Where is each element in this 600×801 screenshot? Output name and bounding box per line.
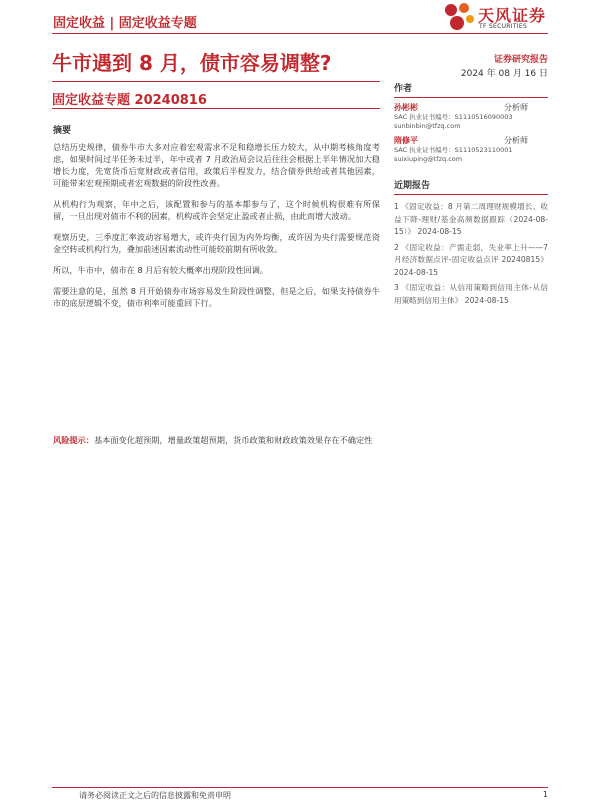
author-role: 分析师 [504,136,528,145]
author-name: 隋修平 [394,136,418,145]
footer-disclaimer: 请务必阅读正文之后的信息披露和免责申明 [79,791,231,800]
author-card [394,102,548,131]
header-divider [52,33,548,34]
abstract-paragraph: 所以，牛市中，债市在 8 月后有较大概率出现阶段性回调。 [53,265,269,275]
recent-reports-panel [394,178,548,310]
tf-logo-icon [442,2,476,32]
risk-warning [53,434,380,446]
recent-report-link[interactable]: 3 《固定收益：从信用策略到信用主体-从信用策略到信用主体》 2024-08-15 [394,283,548,305]
report-type: 证券研究报告 [493,55,548,65]
subtitle-divider [52,108,380,109]
authors-heading: 作者 [394,84,413,94]
abstract-body [53,141,380,318]
author-name: 孙彬彬 [394,103,418,112]
brand-name: 天风证券 [478,6,547,25]
abstract-paragraph: 需要注意的是，虽然 8 月开始债券市场容易发生阶段性调整，但是之后，如果支持债券牛市的底层逻辑不变，债市利率可能重回下行。 [53,286,380,308]
abstract-paragraph: 从机构行为观察，年中之后，该配置和参与的基本都参与了，这个时候机构很难有所保留，一旦出现对债市不利的因素，机构或许会坚定止盈或者止损，由此而增大波动。 [53,199,380,221]
report-subtitle: 固定收益专题 20240816 [52,93,207,108]
section-label: 固定收益 | 固定收益专题 [53,16,197,31]
risk-label: 风险提示： [53,435,94,445]
author-role: 分析师 [504,103,528,112]
abstract-paragraph: 总结历史规律，债券牛市大多对应着宏观需求不足和稳增长压力较大，从中期考核角度考虑，如果时间过半任务未过半，年中或者 7 月政治局会议后往往会根据上半年情况加大稳增长力度，先宽货币后宽财政或者信用，政策后半程发力，结合债券供给或者其他因素，可能带来宏观预期或者宏观数据的阶段性改善。 [53,142,380,188]
abstract-paragraph: 观察历史，三季度汇率波动容易增大，或许央行因为内外均衡，或许因为央行需要规范资金空转或机构行为，叠加前述因素流动性可能较前期有所收敛。 [53,232,380,254]
recent-report-link[interactable]: 2 《固定收益：产需走弱，失业率上升——7 月经济数据点评-固定收益点评 20240815》 2024-08-15 [394,242,548,277]
author-cert: SAC 执业证书编号：S1110516090003 [394,113,513,121]
authors-divider [394,97,548,98]
brand-logo [442,2,552,32]
page-number: 1 [542,790,548,799]
report-date: 2024 年 08 月 16 日 [460,69,548,79]
author-cert: SAC 执业证书编号：S1110523110001 [394,146,513,154]
title-divider [52,81,380,82]
recent-reports-divider [394,194,548,195]
author-email[interactable]: suixiuping@tfzq.com [394,155,463,163]
author-card [394,135,548,164]
risk-text: 基本面变化超预期，增量政策超预期，货币政策和财政政策效果存在不确定性 [93,435,373,445]
recent-reports-heading: 近期报告 [394,181,431,191]
authors-panel [394,81,548,164]
recent-report-link[interactable]: 1 《固定收益：8 月第二周理财规模增长、收益下降-理财/基金高频数据跟踪（2024-08-15）》 2024-08-15 [394,202,548,236]
abstract-heading: 摘要 [53,126,72,136]
page-title: 牛市遇到 8 月，债市容易调整? [52,51,332,75]
footer-divider [52,787,548,788]
brand-en: TF SECURITIES [479,23,528,30]
author-email[interactable]: sunbinbin@tfzq.com [394,122,461,130]
